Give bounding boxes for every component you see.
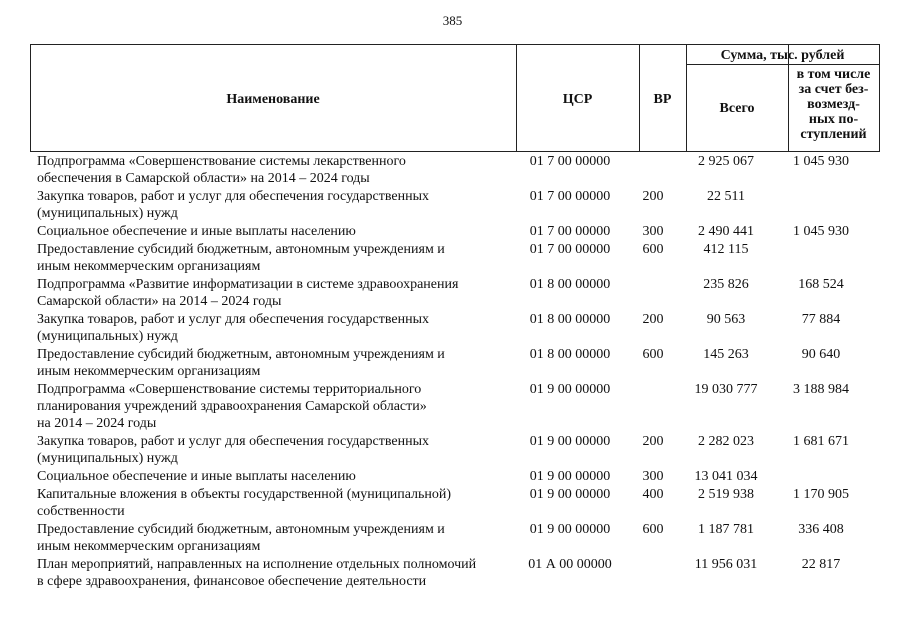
row-name-line: Закупка товаров, работ и услуг для обеспечения государственных — [37, 189, 430, 204]
header-incl-line: за счет без- — [798, 82, 869, 97]
row-total: 412 115 — [703, 242, 749, 257]
row-total: 19 030 777 — [694, 382, 758, 397]
row-csr: 01 9 00 00000 — [529, 434, 611, 449]
row-vr: 300 — [642, 469, 664, 484]
row-name-line: (муниципальных) нужд — [37, 451, 178, 466]
row-csr: 01 9 00 00000 — [529, 469, 611, 484]
row-gratuitous: 168 524 — [798, 277, 844, 292]
table-row — [30, 468, 890, 485]
row-vr: 400 — [642, 487, 664, 502]
row-total: 145 263 — [703, 347, 749, 362]
row-name-line: (муниципальных) нужд — [37, 206, 178, 221]
row-gratuitous — [776, 188, 866, 222]
row-gratuitous: 1 045 930 — [793, 224, 849, 239]
table-row — [30, 153, 890, 187]
row-gratuitous: 1 681 671 — [793, 434, 849, 449]
row-csr: 01 7 00 00000 — [529, 154, 611, 169]
row-name — [30, 276, 510, 310]
row-total: 90 563 — [706, 312, 746, 327]
row-name-line: иным некоммерческим организациям — [37, 364, 261, 379]
row-name-line: Закупка товаров, работ и услуг для обеспечения государственных — [37, 434, 430, 449]
row-csr: 01 8 00 00000 — [529, 347, 611, 362]
row-name-line: Закупка товаров, работ и услуг для обеспечения государственных — [37, 312, 430, 327]
row-vr: 300 — [642, 224, 664, 239]
row-csr: 01 7 00 00000 — [529, 242, 611, 257]
row-gratuitous: 77 884 — [801, 312, 841, 327]
row-vr — [630, 556, 676, 590]
row-name — [30, 153, 510, 187]
row-name-line: Предоставление субсидий бюджетным, автономным учреждениям и — [37, 522, 445, 537]
row-name — [30, 486, 510, 520]
row-total: 2 925 067 — [698, 154, 754, 169]
header-incl-gratuitous — [788, 67, 879, 142]
table-row — [30, 486, 890, 520]
row-name — [30, 433, 510, 467]
row-name-line: Социальное обеспечение и иные выплаты населению — [37, 469, 356, 484]
row-vr: 200 — [642, 312, 664, 327]
row-name-line: собственности — [37, 504, 125, 519]
header-name: Наименование — [226, 92, 320, 107]
row-name — [30, 346, 510, 380]
row-name-line: обеспечения в Самарской области» на 2014 – 2024 годы — [37, 171, 370, 186]
table-row — [30, 241, 890, 275]
row-name-line: Капитальные вложения в объекты государственной (муниципальной) — [37, 487, 452, 502]
header-incl-line: возмезд- — [807, 97, 860, 112]
header-total: Всего — [719, 101, 755, 116]
row-name-line: (муниципальных) нужд — [37, 329, 178, 344]
row-name-line: в сфере здравоохранения, финансовое обеспечение деятельности — [37, 574, 427, 589]
row-name-line: Предоставление субсидий бюджетным, автономным учреждениям и — [37, 242, 445, 257]
table-row — [30, 433, 890, 467]
row-name-line: Подпрограмма «Совершенствование системы территориального — [37, 382, 422, 397]
row-vr — [630, 381, 676, 432]
row-total: 11 956 031 — [694, 557, 758, 572]
row-total: 2 490 441 — [698, 224, 754, 239]
row-vr: 200 — [642, 189, 664, 204]
row-vr — [630, 153, 676, 187]
row-gratuitous: 22 817 — [801, 557, 841, 572]
header-sum-group: Сумма, тыс. рублей — [720, 48, 845, 63]
table-row — [30, 276, 890, 310]
header-vr: ВР — [653, 92, 672, 107]
row-total: 2 282 023 — [698, 434, 754, 449]
row-name — [30, 521, 510, 555]
table-header — [30, 44, 880, 152]
row-name-line: планирования учреждений здравоохранения Самарской области» — [37, 399, 427, 414]
row-vr: 600 — [642, 522, 664, 537]
row-name-line: иным некоммерческим организациям — [37, 259, 261, 274]
row-total: 2 519 938 — [698, 487, 754, 502]
table-row — [30, 188, 890, 222]
row-csr: 01 9 00 00000 — [529, 487, 611, 502]
row-vr: 200 — [642, 434, 664, 449]
row-gratuitous — [776, 241, 866, 275]
row-name — [30, 468, 510, 485]
header-incl-line: ступлений — [800, 127, 867, 142]
row-total: 22 511 — [707, 189, 745, 204]
row-gratuitous: 3 188 984 — [793, 382, 849, 397]
row-csr: 01 7 00 00000 — [529, 224, 611, 239]
row-csr: 01 9 00 00000 — [529, 522, 611, 537]
row-gratuitous: 1 045 930 — [793, 154, 849, 169]
table-row — [30, 346, 890, 380]
header-csr: ЦСР — [562, 92, 593, 107]
table-row — [30, 521, 890, 555]
table-body — [30, 153, 890, 591]
row-name — [30, 381, 510, 432]
row-name — [30, 241, 510, 275]
row-total: 235 826 — [703, 277, 749, 292]
row-name-line: Предоставление субсидий бюджетным, автономным учреждениям и — [37, 347, 445, 362]
row-name-line: на 2014 – 2024 годы — [37, 416, 157, 431]
row-name-line: Самарской области» на 2014 – 2024 годы — [37, 294, 282, 309]
page-number: 385 — [442, 13, 463, 28]
row-name-line: Социальное обеспечение и иные выплаты населению — [37, 224, 356, 239]
row-gratuitous: 1 170 905 — [793, 487, 849, 502]
row-total: 13 041 034 — [694, 469, 758, 484]
row-csr: 01 7 00 00000 — [529, 189, 611, 204]
table-row — [30, 223, 890, 240]
table-row — [30, 556, 890, 590]
row-gratuitous — [776, 468, 866, 485]
row-csr: 01 А 00 00000 — [528, 557, 612, 572]
header-incl-line: в том числе — [796, 67, 871, 82]
table-row — [30, 311, 890, 345]
header-incl-line: ных по- — [808, 112, 859, 127]
table-row — [30, 381, 890, 432]
row-name — [30, 556, 510, 590]
row-vr: 600 — [642, 347, 664, 362]
row-name — [30, 311, 510, 345]
row-csr: 01 8 00 00000 — [529, 312, 611, 327]
row-gratuitous: 336 408 — [798, 522, 844, 537]
row-name — [30, 223, 510, 240]
row-name — [30, 188, 510, 222]
row-vr — [630, 276, 676, 310]
row-gratuitous: 90 640 — [801, 347, 841, 362]
row-total: 1 187 781 — [698, 522, 754, 537]
row-name-line: иным некоммерческим организациям — [37, 539, 261, 554]
row-csr: 01 9 00 00000 — [529, 382, 611, 397]
row-vr: 600 — [642, 242, 664, 257]
row-name-line: План мероприятий, направленных на исполнение отдельных полномочий — [37, 557, 477, 572]
row-name-line: Подпрограмма «Развитие информатизации в системе здравоохранения — [37, 277, 459, 292]
row-csr: 01 8 00 00000 — [529, 277, 611, 292]
row-name-line: Подпрограмма «Совершенствование системы лекарственного — [37, 154, 406, 169]
